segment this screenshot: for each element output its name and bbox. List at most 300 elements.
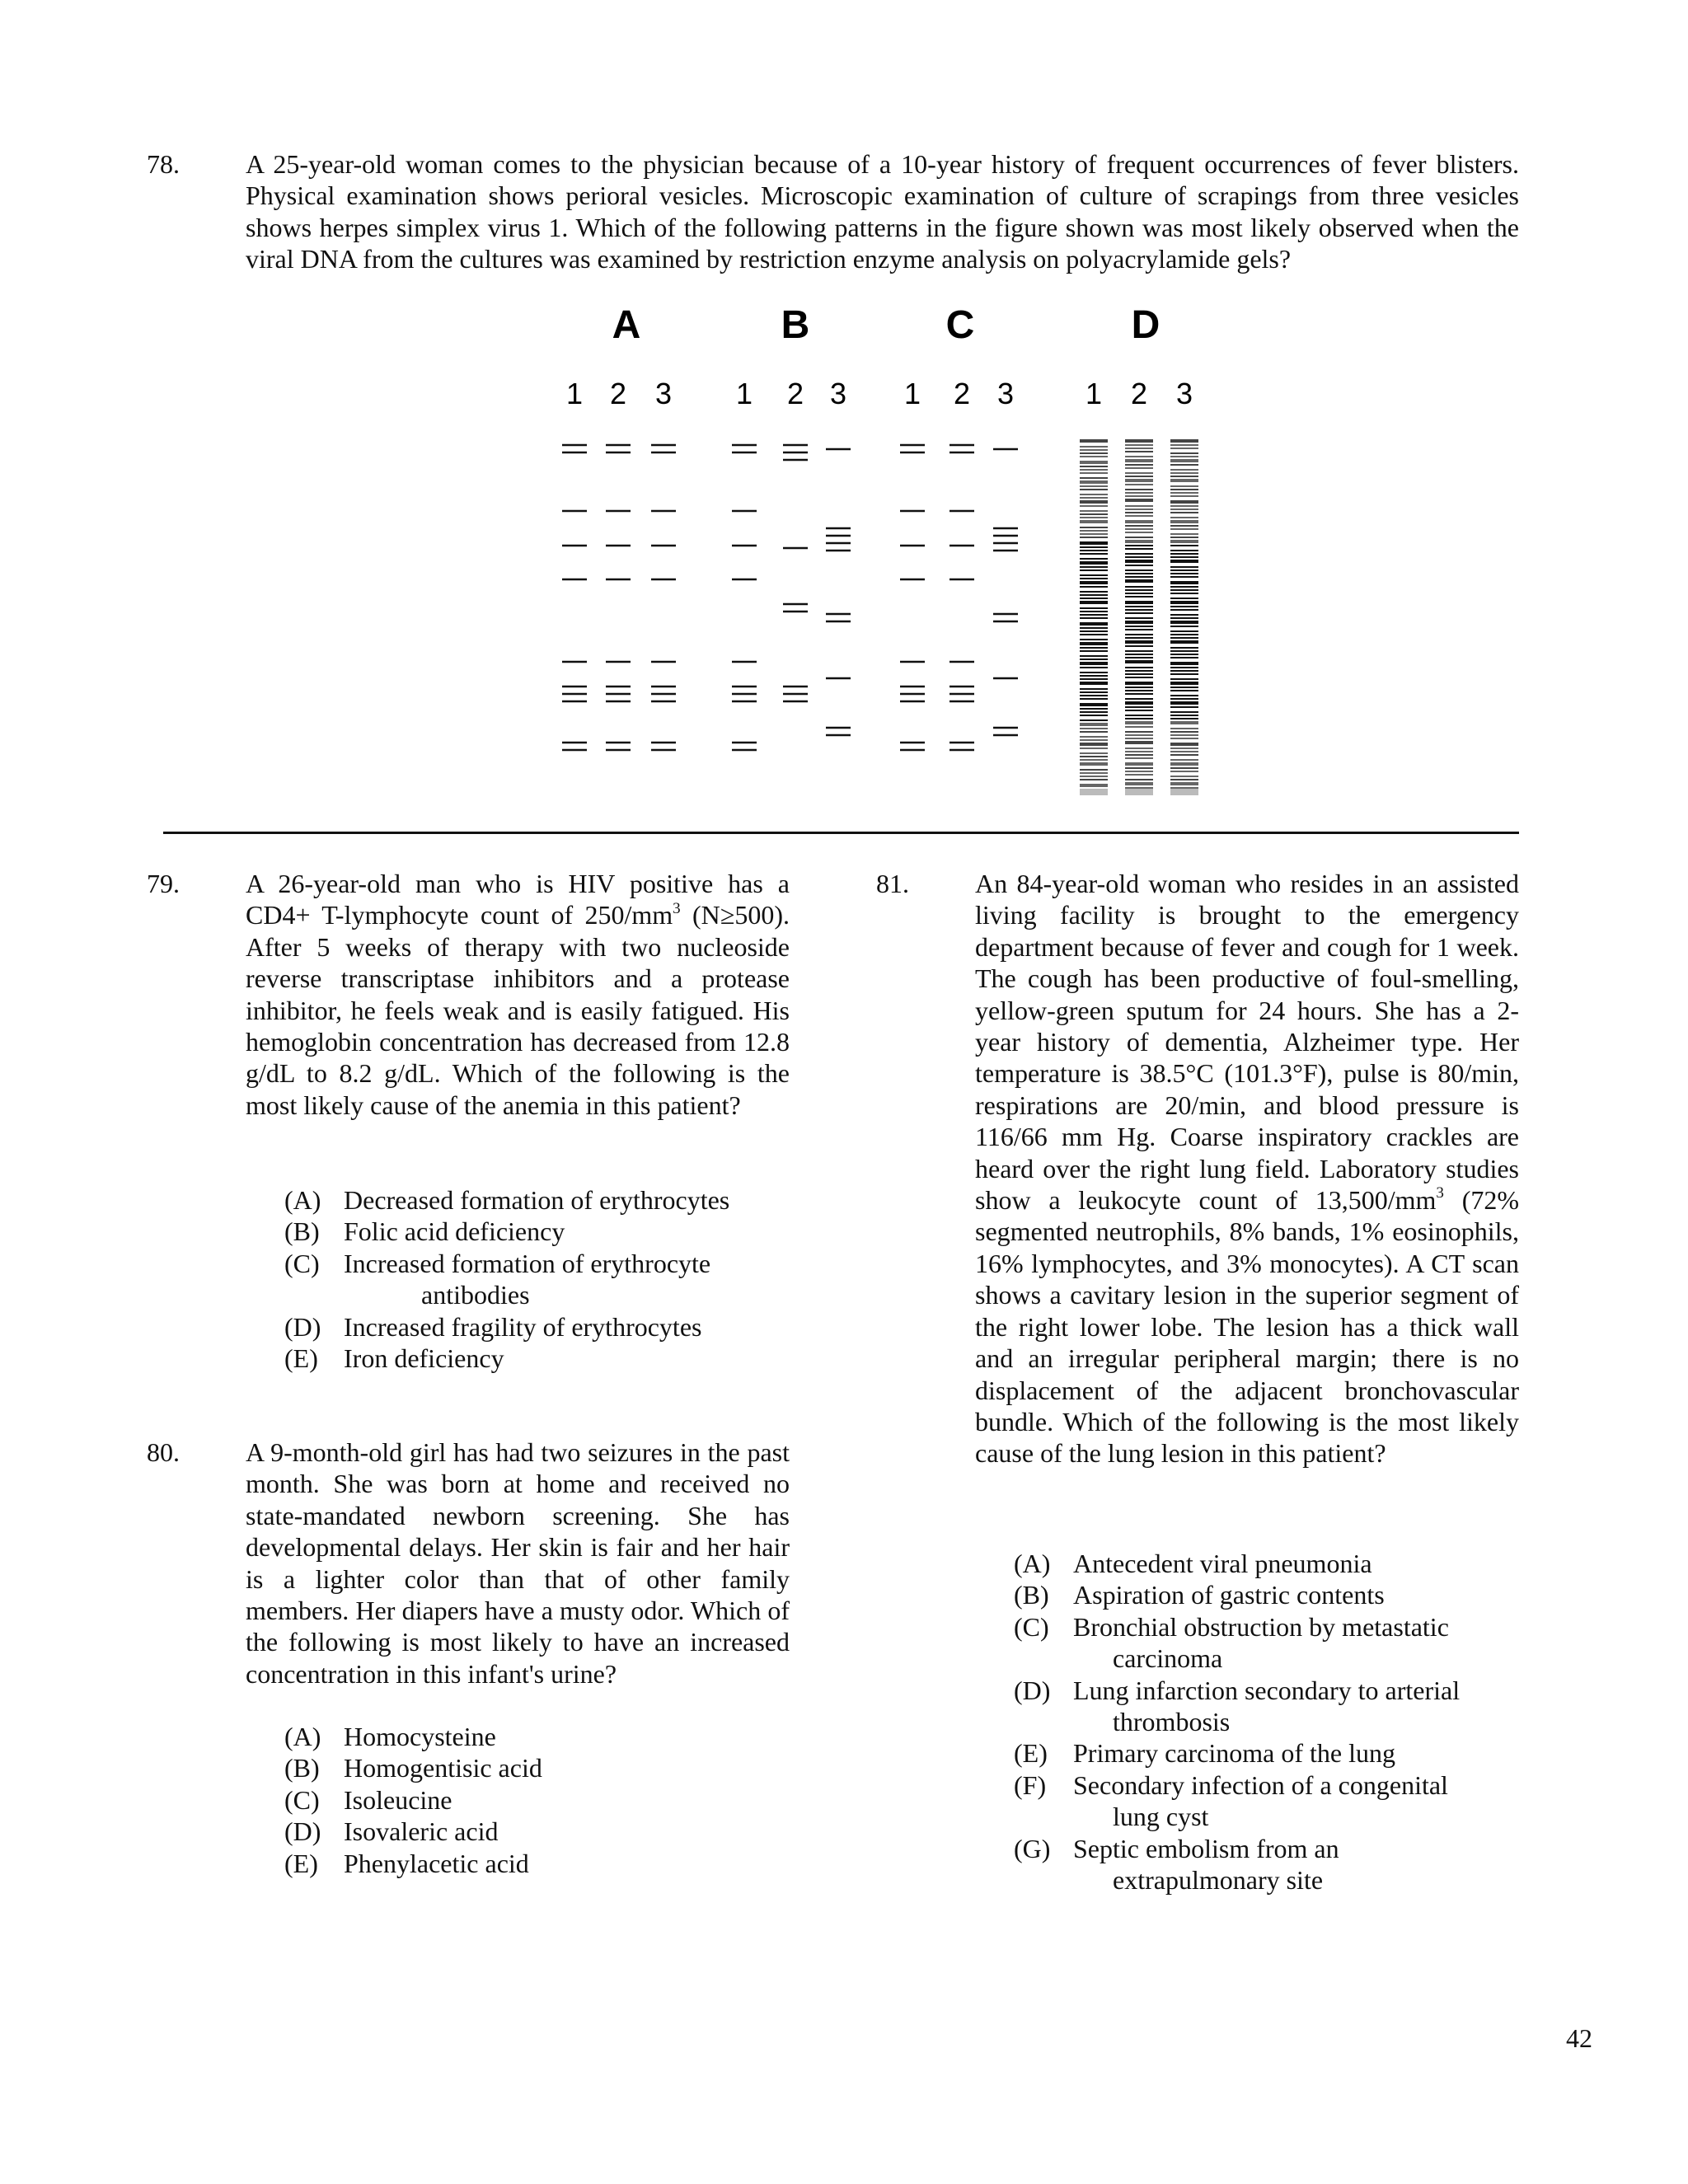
lane-label: 3 [654, 377, 673, 410]
gel-smear-stripe [1170, 759, 1198, 761]
gel-smear-stripe [1080, 485, 1108, 487]
gel-smear-stripe [1125, 710, 1153, 711]
gel-smear-stripe [1080, 682, 1108, 685]
question-80-stem: A 9-month-old girl has had two seizures in the past month. She was born at home and received no state-mandated newborn screening. She has developmental delays. Her skin is fair and her hair is a lighter color than that of other family members. Her diapers have a musty odor. Which of the following is most likely to have an increased concentration in this infant's urine? [246, 1437, 790, 1689]
gel-smear-stripe [1080, 708, 1108, 710]
gel-smear-stripe [1125, 621, 1153, 624]
gel-smear-stripe [1125, 520, 1153, 523]
gel-smear-stripe [1170, 743, 1198, 746]
gel-smear-stripe [1125, 731, 1153, 733]
page-number: 42 [1566, 2023, 1592, 2053]
gel-smear-stripe [1080, 611, 1108, 612]
gel-smear-stripe [1080, 558, 1108, 560]
gel-smear-stripe [1125, 677, 1153, 678]
gel-smear-stripe [1125, 467, 1153, 469]
gel-smear-stripe [1170, 728, 1198, 729]
gel-smear-stripe [1170, 711, 1198, 713]
lane-label: 1 [735, 377, 753, 410]
gel-smear-stripe [1080, 601, 1108, 604]
gel-smear-stripe [1125, 472, 1153, 474]
gel-bands [562, 439, 1198, 795]
gel-smear-stripe [1170, 581, 1198, 584]
gel-smear-stripe [1170, 556, 1198, 558]
gel-smear-stripe [1170, 771, 1198, 772]
gel-smear-stripe [1170, 560, 1198, 563]
gel-smear-stripe [1170, 553, 1198, 555]
gel-smear-stripe [1170, 695, 1198, 696]
question-79-stem-part-2: (N≥500). After 5 weeks of therapy with two nucleoside reverse transcriptase inhibitors and a protease inhibitor, he feels weak and is easily fatigued. His hemoglobin concentration has decreased from 12.8 g/dL to 8.2 g/dL. Which of the following is the most likely cause of the anemia in this patient? [246, 900, 790, 1120]
gel-smear-stripe [1125, 548, 1153, 550]
gel-smear-stripe [1170, 540, 1198, 543]
answer-option: (A) Homocysteine [284, 1722, 496, 1751]
gel-smear-stripe [1125, 754, 1153, 756]
gel-smear-stripe [1170, 754, 1198, 756]
gel-smear-end [1170, 789, 1198, 795]
gel-smear-stripe [1170, 678, 1198, 680]
gel-smear-stripe [1080, 622, 1108, 626]
gel-smear-stripe [1170, 654, 1198, 655]
gel-smear-stripe [1170, 657, 1198, 658]
gel-smear-stripe [1080, 505, 1108, 507]
question-79-stem [246, 868, 790, 1121]
gel-smear-stripe [1125, 484, 1153, 485]
gel-smear-stripe [1080, 566, 1108, 568]
gel-smear-stripe [1080, 703, 1108, 706]
gel-smear-stripe [1080, 456, 1108, 457]
gel-smear-stripe [1125, 617, 1153, 619]
gel-smear-stripe [1170, 586, 1198, 588]
gel-smear-stripe [1125, 767, 1153, 769]
gel-smear-stripe [1080, 728, 1108, 729]
gel-smear-stripe [1080, 510, 1108, 512]
gel-smear-stripe [1080, 639, 1108, 640]
gel-smear-stripe [1125, 579, 1153, 583]
gel-smear-end [1125, 789, 1153, 795]
gel-smear-stripe [1170, 464, 1198, 466]
gel-smear-stripe [1170, 721, 1198, 724]
gel-smear-stripe [1170, 701, 1198, 705]
gel-smear-stripe [1170, 673, 1198, 675]
gel-smear-stripe [1080, 715, 1108, 716]
gel-smear-stripe [1125, 576, 1153, 578]
gel-smear-stripe [1125, 687, 1153, 688]
gel-smear-stripe [1080, 469, 1108, 471]
gel-smear-stripe [1080, 723, 1108, 726]
gel-smear-stripe [1170, 762, 1198, 766]
gel-smear-stripe [1080, 591, 1108, 593]
gel-smear-stripe [1125, 715, 1153, 716]
answer-option: (B) Homogentisic acid [284, 1753, 542, 1783]
gel-smear-stripe [1080, 627, 1108, 629]
gel-smear-stripe [1170, 512, 1198, 513]
panel-label-d: D [1131, 303, 1160, 347]
gel-smear-stripe [1080, 784, 1108, 787]
gel-smear-stripe [1170, 479, 1198, 482]
gel-smear-stripe [1125, 690, 1153, 691]
gel-smear-stripe [1170, 452, 1198, 454]
gel-smear-stripe [1125, 439, 1153, 443]
gel-smear-stripe [1125, 771, 1153, 772]
gel-smear-stripe [1125, 774, 1153, 776]
gel-smear-stripe [1125, 726, 1153, 728]
lane-label: 3 [996, 377, 1015, 410]
gel-smear-stripe [1080, 500, 1108, 504]
gel-smear-stripe [1080, 688, 1108, 690]
gel-smear-stripe [1080, 574, 1108, 576]
gel-smear-stripe [1080, 520, 1108, 523]
answer-option: (B) Aspiration of gastric contents [1014, 1580, 1385, 1610]
gel-smear-stripe [1080, 530, 1108, 532]
lane-label: 3 [1175, 377, 1193, 410]
gel-smear-stripe [1080, 489, 1108, 490]
gel-smear-stripe [1170, 495, 1198, 497]
gel-smear-stripe [1080, 695, 1108, 696]
gel-smear-stripe [1080, 494, 1108, 495]
answer-option: (E) Primary carcinoma of the lung [1014, 1738, 1395, 1769]
gel-smear-stripe [1170, 706, 1198, 708]
lane-label: 1 [1085, 377, 1103, 410]
gel-smear-stripe [1080, 779, 1108, 780]
gel-smear-stripe [1125, 505, 1153, 507]
gel-smear-stripe [1080, 756, 1108, 757]
gel-smear-stripe [1170, 598, 1198, 599]
gel-smear-stripe [1170, 545, 1198, 546]
gel-smear-stripe [1080, 452, 1108, 454]
gel-smear-stripe [1080, 466, 1108, 467]
panel-label-c: C [945, 303, 975, 347]
gel-smear-stripe [1125, 718, 1153, 719]
gel-smear-stripe [1125, 545, 1153, 546]
gel-smear-stripe [1170, 614, 1198, 616]
gel-smear-stripe [1125, 654, 1153, 655]
gel-smear-stripe [1080, 569, 1108, 571]
gel-smear-stripe [1080, 517, 1108, 518]
gel-smear-stripe [1170, 550, 1198, 551]
question-81-options [1014, 1548, 1525, 1896]
gel-smear-stripe [1080, 739, 1108, 741]
gel-smear-stripe [1170, 715, 1198, 716]
gel-smear-stripe [1170, 630, 1198, 632]
gel-smear-stripe [1080, 527, 1108, 528]
gel-smear-stripe [1080, 719, 1108, 721]
answer-option: (D) Isovaleric acid [284, 1816, 499, 1847]
gel-smear-stripe [1080, 617, 1108, 619]
gel-smear-stripe [1170, 569, 1198, 571]
gel-smear-stripe [1125, 738, 1153, 739]
gel-smear-stripe [1125, 560, 1153, 563]
gel-smear-stripe [1080, 553, 1108, 555]
gel-smear-stripe [1080, 477, 1108, 479]
gel-smear-stripe [1125, 741, 1153, 744]
gel-smear-stripe [1170, 634, 1198, 635]
question-80-number: 80. [147, 1437, 180, 1467]
gel-smear-stripe [1125, 565, 1153, 566]
gel-smear-stripe [1125, 509, 1153, 510]
gel-smear-stripe [1080, 772, 1108, 774]
question-79-number: 79. [147, 869, 180, 898]
gel-smear-stripe [1170, 476, 1198, 477]
gel-smear-stripe [1080, 711, 1108, 713]
gel-smear-stripe [1125, 553, 1153, 555]
gel-smear-stripe [1125, 706, 1153, 708]
question-78-stem: A 25-year-old woman comes to the physician because of a 10-year history of frequent occurrences of fever blisters. Physical examination shows perioral vesicles. Microscopic examination of culture of scrapings from three vesicles shows herpes simplex virus 1. Which of the following patterns in the figure shown was most likely observed when the viral DNA from the cultures was examined by restriction enzyme analysis on polyacrylamide gels? [246, 149, 1519, 274]
gel-smear-stripe [1080, 578, 1108, 579]
lane-label: 2 [786, 377, 804, 410]
gel-smear-stripe [1170, 609, 1198, 611]
gel-smear-stripe [1080, 762, 1108, 766]
gel-smear-stripe [1125, 682, 1153, 685]
gel-electrophoresis-figure [544, 293, 1220, 808]
gel-smear-stripe [1125, 601, 1153, 604]
gel-smear-stripe [1170, 687, 1198, 688]
gel-smear-stripe [1125, 751, 1153, 752]
gel-smear-stripe [1125, 489, 1153, 490]
gel-smear-stripe [1170, 485, 1198, 487]
gel-smear-stripe [1170, 751, 1198, 752]
gel-smear-stripe [1170, 640, 1198, 644]
gel-smear-stripe [1125, 734, 1153, 736]
gel-smear-stripe [1125, 782, 1153, 785]
gel-smear-stripe [1170, 573, 1198, 574]
gel-smear-stripe [1125, 779, 1153, 780]
gel-smear-stripe [1125, 499, 1153, 502]
gel-smear-stripe [1080, 581, 1108, 584]
gel-smear-stripe [1125, 525, 1153, 527]
gel-smear-stripe [1170, 459, 1198, 462]
answer-option: (A) Antecedent viral pneumonia [1014, 1549, 1372, 1578]
gel-smear-stripe [1170, 472, 1198, 474]
answer-option: (F) Secondary infection of a congenital lung cyst [1014, 1769, 1448, 1832]
superscript: 3 [1436, 1184, 1444, 1202]
gel-smear-stripe [1125, 532, 1153, 533]
gel-smear-stripe [1125, 444, 1153, 446]
question-78-number: 78. [147, 149, 180, 179]
gel-smear-stripe [1125, 495, 1153, 497]
gel-smear-stripe [1080, 546, 1108, 548]
gel-smear-stripe [1125, 593, 1153, 594]
gel-smear-stripe [1080, 752, 1108, 754]
gel-smear-stripe [1170, 738, 1198, 739]
gel-smear-stripe [1170, 667, 1198, 668]
gel-smear-stripe [1170, 533, 1198, 535]
gel-smear-stripe [1080, 449, 1108, 451]
gel-smear-stripe [1125, 721, 1153, 724]
gel-smear-stripe [1080, 769, 1108, 771]
gel-smear-stripe [1125, 748, 1153, 749]
question-80-options [284, 1721, 795, 1879]
gel-smear-stripe [1080, 480, 1108, 484]
gel-smear-stripe [1080, 586, 1108, 588]
gel-smear-stripe [1125, 640, 1153, 644]
panel-label-a: A [612, 303, 641, 347]
gel-smear-stripe [1080, 678, 1108, 680]
answer-option: (D) Increased fragility of erythrocytes [284, 1311, 702, 1342]
gel-smear-stripe [1080, 533, 1108, 535]
gel-smear-stripe [1125, 657, 1153, 658]
superscript: 3 [673, 899, 681, 917]
gel-smear-stripe [1125, 626, 1153, 627]
gel-smear-stripe [1170, 779, 1198, 780]
gel-smear-stripe [1080, 743, 1108, 746]
gel-smear-stripe [1170, 690, 1198, 691]
gel-smear-stripe [1125, 701, 1153, 705]
gel-smear-stripe [1170, 601, 1198, 604]
gel-smear-stripe [1125, 670, 1153, 672]
gel-smear-stripe [1170, 593, 1198, 594]
gel-smear-stripe [1080, 537, 1108, 538]
gel-smear-stripe [1170, 621, 1198, 624]
gel-smear-stripe [1170, 650, 1198, 652]
question-81-stem [975, 868, 1519, 1469]
gel-smear-stripe [1170, 626, 1198, 627]
gel-smear-stripe [1125, 589, 1153, 591]
gel-smear-stripe [1125, 451, 1153, 452]
gel-smear-stripe [1170, 698, 1198, 700]
answer-option: (E) Phenylacetic acid [284, 1848, 529, 1878]
gel-smear-stripe [1170, 748, 1198, 749]
question-81-stem-part-1: An 84-year-old woman who resides in an assisted living facility is brought to the emergency department because of fever and cough for 1 week. The cough has been productive of foul-smelling, yellow-green sputum for 24 hours. She has a 2-year history of dementia, Alzheimer type. Her temperature is 38.5°C (101.3°F), pulse is 80/min, respirations are 20/min, and blood pressure is 116/66 mm Hg. Coarse inspiratory crackles are heard over the right lung field. Laboratory studies show a leukocyte count of 13,500/mm [975, 869, 1519, 1216]
gel-smear-stripe [1170, 670, 1198, 672]
gel-smear-stripe [1170, 637, 1198, 639]
answer-option: (C) Isoleucine [284, 1784, 452, 1815]
gel-smear-stripe [1080, 461, 1108, 464]
gel-smear-stripe [1125, 492, 1153, 494]
gel-smear-stripe [1080, 598, 1108, 599]
gel-smear-stripe [1125, 637, 1153, 639]
question-81-number: 81. [876, 869, 909, 898]
answer-option: (D) Lung infarction secondary to arterial thrombosis [1014, 1675, 1461, 1737]
gel-smear-stripe [1170, 647, 1198, 649]
gel-smear-stripe [1125, 645, 1153, 647]
gel-smear-stripe [1170, 617, 1198, 619]
gel-smear-stripe [1125, 515, 1153, 517]
gel-smear-stripe [1080, 634, 1108, 635]
gel-smear-stripe [1170, 509, 1198, 510]
gel-smear-stripe [1080, 650, 1108, 652]
gel-smear-stripe [1125, 609, 1153, 611]
answer-option: (C) Bronchial obstruction by metastatic carcinoma [1014, 1611, 1449, 1674]
gel-smear-stripe [1170, 444, 1198, 446]
gel-smear-stripe [1080, 630, 1108, 632]
section-divider [163, 832, 1519, 834]
gel-smear-stripe [1080, 748, 1108, 749]
gel-smear-stripe [1080, 655, 1108, 657]
gel-smear-stripe [1170, 469, 1198, 471]
gel-smear-stripe [1080, 667, 1108, 668]
gel-smear-stripe [1080, 647, 1108, 649]
gel-smear-stripe [1080, 731, 1108, 733]
gel-smear-stripe [1170, 528, 1198, 530]
lane-label: 2 [953, 377, 971, 410]
gel-smear-stripe [1080, 658, 1108, 660]
gel-smear-stripe [1125, 537, 1153, 538]
gel-smear-stripe [1080, 439, 1108, 443]
gel-smear-stripe [1125, 556, 1153, 558]
gel-smear-stripe [1080, 561, 1108, 565]
gel-smear-stripe [1080, 607, 1108, 609]
gel-smear-stripe [1170, 589, 1198, 591]
answer-option: (A) Decreased formation of erythrocytes [284, 1185, 730, 1215]
gel-smear-stripe [1125, 612, 1153, 614]
gel-smear-stripe [1170, 492, 1198, 494]
gel-smear-stripe [1170, 787, 1198, 789]
gel-smear-stripe [1125, 667, 1153, 668]
gel-smear-stripe [1080, 675, 1108, 677]
gel-smear-stripe [1170, 776, 1198, 777]
gel-smear-stripe [1125, 512, 1153, 513]
lane-label: 3 [829, 377, 847, 410]
gel-smear-stripe [1080, 497, 1108, 499]
gel-smear-stripe [1125, 456, 1153, 457]
gel-smear-stripe [1170, 517, 1198, 518]
gel-smear-stripe [1125, 464, 1153, 466]
gel-smear-stripe [1125, 650, 1153, 652]
gel-smear-stripe [1080, 472, 1108, 474]
gel-smear-stripe [1125, 762, 1153, 766]
lane-label: 1 [565, 377, 584, 410]
answer-option: (E) Iron deficiency [284, 1343, 504, 1374]
gel-smear-stripe [1170, 520, 1198, 523]
gel-smear-stripe [1170, 505, 1198, 507]
gel-smear-stripe [1080, 776, 1108, 777]
gel-smear-stripe [1125, 586, 1153, 588]
gel-smear-stripe [1170, 489, 1198, 490]
gel-smear-stripe [1125, 573, 1153, 574]
gel-smear-stripe [1080, 736, 1108, 738]
gel-smear-stripe [1170, 525, 1198, 527]
gel-smear-stripe [1080, 446, 1108, 448]
gel-smear-stripe [1170, 439, 1198, 443]
gel-smear-stripe [1080, 594, 1108, 596]
gel-smear-stripe [1080, 672, 1108, 673]
gel-smear-stripe [1080, 614, 1108, 616]
gel-smear-stripe [1170, 782, 1198, 785]
question-81-stem-part-2: (72% segmented neutrophils, 8% bands, 1% eosinophils, 16% lymphocytes, and 3% monocytes). A CT scan shows a cavitary lesion in the superior segment of the right lower lobe. The lesion has a thick wall and an irregular peripheral margin; there is no displacement of the adjacent bronchovascular bundle. Which of the following is the most likely cause of the lung lesion in this patient? [975, 1185, 1520, 1469]
gel-smear-stripe [1125, 606, 1153, 607]
gel-smear-stripe [1125, 673, 1153, 675]
gel-smear-stripe [1125, 540, 1153, 543]
gel-smear-stripe [1125, 757, 1153, 759]
gel-smear-stripe [1125, 528, 1153, 530]
gel-smear-stripe [1170, 662, 1198, 665]
gel-smear-stripe [1125, 596, 1153, 598]
gel-smear-stripe [1080, 698, 1108, 700]
gel-smear-stripe [1125, 629, 1153, 630]
gel-smear-stripe [1170, 718, 1198, 719]
gel-smear-stripe [1170, 767, 1198, 769]
gel-smear-stripe [1125, 693, 1153, 695]
gel-smear-stripe [1080, 550, 1108, 551]
gel-smear-stripe [1125, 459, 1153, 462]
gel-smear-stripe [1080, 642, 1108, 645]
gel-smear-stripe [1170, 456, 1198, 457]
gel-smear-stripe [1170, 734, 1198, 736]
gel-smear-stripe [1170, 537, 1198, 538]
gel-smear-stripe [1170, 576, 1198, 578]
lane-label: 1 [903, 377, 921, 410]
question-79-stem-part-1: A 26-year-old man who is HIV positive has a CD4+ T-lymphocyte count of 250/mm [246, 869, 790, 930]
gel-smear-stripe [1125, 448, 1153, 449]
answer-option: (B) Folic acid deficiency [284, 1216, 565, 1247]
lane-label: 2 [609, 377, 627, 410]
gel-smear-stripe [1080, 541, 1108, 545]
gel-smear-stripe [1125, 634, 1153, 635]
gel-smear-stripe [1125, 787, 1153, 789]
panel-label-b: B [781, 303, 810, 347]
gel-smear-stripe [1170, 606, 1198, 607]
lane-label: 2 [1130, 377, 1148, 410]
question-79-options [284, 1184, 795, 1374]
